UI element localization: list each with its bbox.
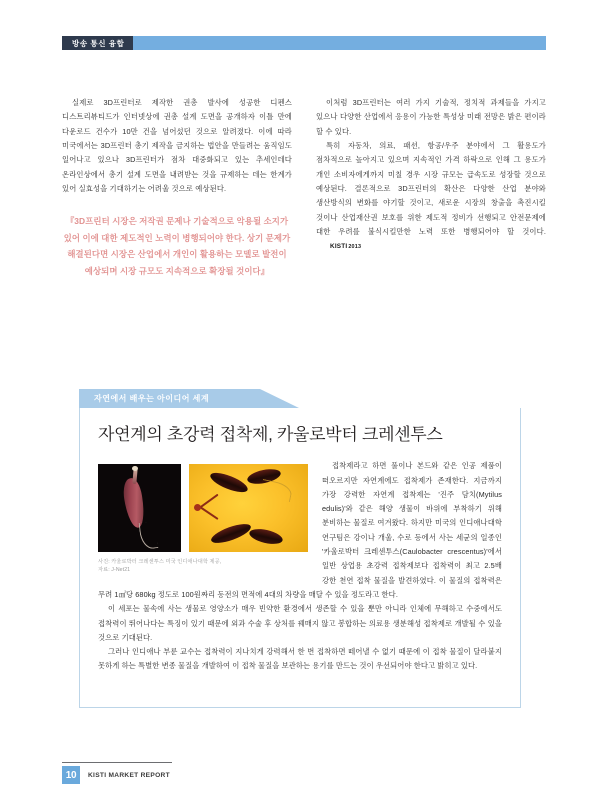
kisti-source-year: 2013 [348, 244, 362, 251]
feature-banner-label: 자연에서 배우는 아이디어 세계 [94, 394, 210, 403]
rosette-holdfast-hub [194, 504, 201, 511]
rosette-cell-1 [208, 469, 250, 496]
top-article-right-paragraph-1: 이처럼 3D프린터는 여러 가지 기술적, 정치적 과제들을 가지고 있으나 다양한 산업에서 응용이 가능한 특성상 미래 전망은 밝은 편이라 할 수 있다. [316, 98, 546, 136]
footer-row [62, 766, 546, 784]
top-article-right-paragraph-2-text: 특히 자동차, 의료, 패션, 항공/우주 분야에서 그 활용도가 점차적으로 높아지고 있으며 지속적인 가격 하락으로 인해 그 용도가 개인 소비자에게까지 미칠 경우 시장 규모는 급속도로 성장할 것으로 예상된다. 결론적으로 3D프린터의 확산은 다양한 산업 분야와 생산방식의 변화를 야기할 것이고, 새로운 시장의 창출을 촉진시킬 것이나 산업재산권 보호를 위한 제도적 정비가 선행되고 안전문제에 대한 우려를 불식시킬만한 노력 또한 병행되어야 할 것이다. [316, 141, 546, 237]
running-head-bar [133, 36, 546, 50]
rosette-stalk-2 [199, 506, 218, 520]
rosette-flagellum [260, 479, 294, 502]
feature-figure-block [98, 464, 308, 574]
page-footer [62, 762, 546, 784]
caulobacter-rosette-micrograph [189, 464, 308, 552]
rosette-cluster [189, 464, 308, 552]
feature-paragraph-3: 그러나 인디애나 부룬 교수는 접착력이 지나치게 강력해서 한 번 접착하면 떼어낼 수 없기 때문에 이 접착 물질이 달라붙지 못하게 하는 특별한 변종 물질을 개발하여 이 접착 물질을 보관하는 용기를 만드는 것이 우선되어야 한다고 밝히고 있다. [98, 647, 502, 671]
top-article-left-column [62, 96, 292, 279]
pull-quote: 『3D프린터 시장은 저작권 문제나 기술적으로 악용될 소지가 있어 이에 대한 제도적인 노력이 병행되어야 한다. 상기 문제가 해결된다면 시장은 산업에서 개인이 활용하는 모델로 발전이 예상되며 시장 규모도 지속적으로 확장될 것이다』 [63, 216, 291, 276]
feature-body [79, 408, 521, 708]
top-article-right-paragraph-2 [316, 139, 546, 255]
rosette-stalk-1 [200, 494, 219, 508]
feature-figure-images [98, 464, 308, 552]
kisti-source-mark [320, 240, 361, 254]
top-article [62, 96, 546, 279]
footer-divider [62, 762, 172, 763]
bacterium-flagellum [139, 521, 159, 550]
rosette-cell-4 [248, 527, 284, 547]
footer-publication-name: KISTI MARKET REPORT [88, 771, 170, 779]
feature-paragraph-2: 이 세포는 물속에 사는 생물로 영양소가 매우 빈약한 환경에서 생존할 수 있을 뿐만 아니라 인체에 무해하고 수중에서도 접착력이 뛰어나다는 특징이 있기 때문에 외과 수술 후 상처를 꿰매지 않고 봉합하는 의료용 생분해성 접착제로 개발될 수 있을 것으로 기대된다. [98, 604, 502, 642]
running-head [62, 36, 546, 50]
running-head-section-label: 방송 통신 융합 [62, 36, 133, 50]
page-number-badge: 10 [62, 766, 80, 784]
top-article-right-column [316, 96, 546, 279]
feature-figure-caption-line-2: 자료: J-Net21 [98, 567, 131, 574]
feature-figure-caption-line-1: 사진: 카울로박터 크레센투스 미국 인디애나대학 제공, [98, 559, 222, 566]
feature-article [79, 389, 521, 708]
feature-paragraph-1: 접착제라고 하면 풀이나 본드와 같은 인공 제품이 떠오르지만 자연계에도 접착제가 존재한다. 지금까지 가장 강력한 자연계 접착제는 '진주 담치(Mytilus edulis)'와 같은 해양 생물이 바위에 부착하기 위해 분비하는 물질로 여겨왔다. 하지만 미국의 인디애나대학 연구팀은 강이나 개울, 수로 등에서 사는 세균의 일종인 '카울로박터 크레센투스(Caulobacter crescentus)'에서 일반 상업용 초강력 접착제보다 접착력이 최고 2.5배 강한 천연 접착 물질을 발견하였다. 이 물질의 접착력은 무려 1㎠당 680kg 정도로 100원짜리 동전의 면적에 4대의 차량을 매달 수 있을 정도라고 한다. [98, 461, 502, 599]
feature-banner [79, 389, 299, 408]
feature-title: 자연계의 초강력 접착제, 카울로박터 크레센투스 [98, 425, 443, 444]
kisti-source-name: KISTI [330, 243, 348, 251]
caulobacter-single-cell-micrograph [98, 464, 181, 552]
feature-figure-caption [98, 558, 308, 574]
top-article-left-paragraph-1: 실제로 3D프린터로 제작한 권총 발사에 성공한 디펜스 디스트리뷰티드가 인터넷상에 권총 설계 도면을 공개하자 이틀 만에 다운로드 건수가 10만 건을 넘어섰던 것으로 알려졌다. 이에 따라 미국에서는 3D프린터 총기 제작을 금지하는 법안을 만들려는 움직임도 일어나고 있으나 3D프린터가 점차 대중화되고 있는 추세인데다 온라인상에서 총기 설계 도면을 내려받는 것을 규제하는 데는 한계가 있어 실효성을 기대하기는 어려울 것으로 예상된다. [62, 98, 292, 194]
rosette-cell-3 [209, 520, 253, 547]
top-article-columns [62, 96, 546, 279]
